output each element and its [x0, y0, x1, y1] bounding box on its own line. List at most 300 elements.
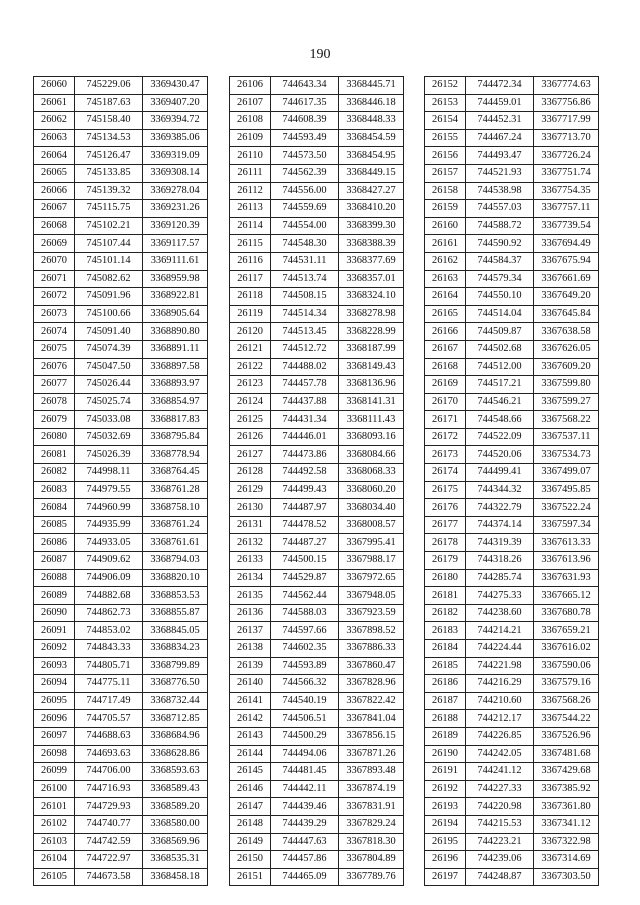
point-id-cell: 26111	[230, 164, 271, 182]
y-coordinate-cell: 3368593.63	[143, 763, 208, 781]
y-coordinate-cell: 3369430.47	[143, 77, 208, 95]
y-coordinate-cell: 3368449.15	[339, 164, 404, 182]
table-row	[34, 323, 208, 341]
point-id-cell: 26151	[230, 868, 271, 886]
point-id-cell: 26145	[230, 763, 271, 781]
point-id-cell: 26115	[230, 235, 271, 253]
x-coordinate-cell: 744467.24	[466, 129, 534, 147]
table-row	[34, 481, 208, 499]
y-coordinate-cell: 3368684.96	[143, 727, 208, 745]
point-id-cell: 26184	[425, 640, 466, 658]
table-row	[425, 780, 599, 798]
y-coordinate-cell: 3368761.28	[143, 481, 208, 499]
point-id-cell: 26135	[230, 587, 271, 605]
x-coordinate-cell: 744224.44	[466, 640, 534, 658]
point-id-cell: 26092	[34, 640, 75, 658]
table-row	[34, 534, 208, 552]
y-coordinate-cell: 3367829.24	[339, 815, 404, 833]
y-coordinate-cell: 3367804.89	[339, 851, 404, 869]
table-row	[425, 745, 599, 763]
table-row	[425, 305, 599, 323]
point-id-cell: 26113	[230, 200, 271, 218]
y-coordinate-cell: 3367613.96	[534, 552, 599, 570]
x-coordinate-cell: 744465.09	[271, 868, 339, 886]
point-id-cell: 26123	[230, 376, 271, 394]
table-row	[425, 587, 599, 605]
y-coordinate-cell: 3369407.20	[143, 94, 208, 112]
point-id-cell: 26180	[425, 569, 466, 587]
point-id-cell: 26104	[34, 851, 75, 869]
point-id-cell: 26109	[230, 129, 271, 147]
table-row	[230, 235, 404, 253]
x-coordinate-cell: 744212.17	[466, 710, 534, 728]
y-coordinate-cell: 3367988.17	[339, 552, 404, 570]
table-row	[230, 622, 404, 640]
x-coordinate-cell: 744538.98	[466, 182, 534, 200]
point-id-cell: 26144	[230, 745, 271, 763]
y-coordinate-cell: 3368795.84	[143, 428, 208, 446]
table-row	[34, 252, 208, 270]
y-coordinate-cell: 3367645.84	[534, 305, 599, 323]
x-coordinate-cell: 744275.33	[466, 587, 534, 605]
point-id-cell: 26106	[230, 77, 271, 95]
y-coordinate-cell: 3369111.61	[143, 252, 208, 270]
table-row	[34, 270, 208, 288]
table-row	[34, 833, 208, 851]
table-row	[34, 675, 208, 693]
y-coordinate-cell: 3367361.80	[534, 798, 599, 816]
x-coordinate-cell: 744500.15	[271, 552, 339, 570]
table-row	[230, 446, 404, 464]
table-row	[230, 763, 404, 781]
y-coordinate-cell: 3367739.54	[534, 217, 599, 235]
table-row	[230, 77, 404, 95]
table-row	[425, 217, 599, 235]
point-id-cell: 26075	[34, 340, 75, 358]
y-coordinate-cell: 3368628.86	[143, 745, 208, 763]
point-id-cell: 26183	[425, 622, 466, 640]
point-id-cell: 26084	[34, 499, 75, 517]
point-id-cell: 26102	[34, 815, 75, 833]
point-id-cell: 26114	[230, 217, 271, 235]
point-id-cell: 26126	[230, 428, 271, 446]
y-coordinate-cell: 3368446.18	[339, 94, 404, 112]
x-coordinate-cell: 745126.47	[75, 147, 143, 165]
y-coordinate-cell: 3367871.26	[339, 745, 404, 763]
x-coordinate-cell: 744729.93	[75, 798, 143, 816]
y-coordinate-cell: 3367831.91	[339, 798, 404, 816]
y-coordinate-cell: 3368060.20	[339, 481, 404, 499]
x-coordinate-cell: 744862.73	[75, 604, 143, 622]
point-id-cell: 26086	[34, 534, 75, 552]
x-coordinate-cell: 744487.27	[271, 534, 339, 552]
point-id-cell: 26137	[230, 622, 271, 640]
y-coordinate-cell: 3367597.34	[534, 516, 599, 534]
x-coordinate-cell: 744520.06	[466, 446, 534, 464]
table-row	[425, 657, 599, 675]
x-coordinate-cell: 744706.00	[75, 763, 143, 781]
table-row	[34, 164, 208, 182]
point-id-cell: 26063	[34, 129, 75, 147]
table-row	[230, 569, 404, 587]
table-row	[34, 217, 208, 235]
table-row	[425, 727, 599, 745]
x-coordinate-cell: 744216.29	[466, 675, 534, 693]
y-coordinate-cell: 3368111.43	[339, 411, 404, 429]
table-row	[425, 94, 599, 112]
table-row	[230, 305, 404, 323]
x-coordinate-cell: 744540.19	[271, 692, 339, 710]
x-coordinate-cell: 744514.04	[466, 305, 534, 323]
x-coordinate-cell: 744481.45	[271, 763, 339, 781]
point-id-cell: 26107	[230, 94, 271, 112]
y-coordinate-cell: 3367756.86	[534, 94, 599, 112]
table-row	[425, 464, 599, 482]
point-id-cell: 26134	[230, 569, 271, 587]
y-coordinate-cell: 3367599.80	[534, 376, 599, 394]
table-row	[230, 516, 404, 534]
point-id-cell: 26121	[230, 340, 271, 358]
table-row	[425, 270, 599, 288]
table-row	[34, 622, 208, 640]
y-coordinate-cell: 3368845.05	[143, 622, 208, 640]
y-coordinate-cell: 3367948.05	[339, 587, 404, 605]
y-coordinate-cell: 3367898.52	[339, 622, 404, 640]
point-id-cell: 26175	[425, 481, 466, 499]
point-id-cell: 26079	[34, 411, 75, 429]
point-id-cell: 26150	[230, 851, 271, 869]
x-coordinate-cell: 744775.11	[75, 675, 143, 693]
x-coordinate-cell: 745026.39	[75, 446, 143, 464]
x-coordinate-cell: 745047.50	[75, 358, 143, 376]
x-coordinate-cell: 745101.14	[75, 252, 143, 270]
x-coordinate-cell: 744322.79	[466, 499, 534, 517]
table-row	[425, 640, 599, 658]
table-row	[34, 780, 208, 798]
y-coordinate-cell: 3367638.58	[534, 323, 599, 341]
table-row	[34, 77, 208, 95]
table-row	[425, 428, 599, 446]
table-row	[230, 270, 404, 288]
x-coordinate-cell: 744221.98	[466, 657, 534, 675]
y-coordinate-cell: 3367631.93	[534, 569, 599, 587]
table-row	[230, 147, 404, 165]
point-id-cell: 26193	[425, 798, 466, 816]
point-id-cell: 26133	[230, 552, 271, 570]
point-id-cell: 26139	[230, 657, 271, 675]
table-row	[34, 235, 208, 253]
x-coordinate-cell: 744226.85	[466, 727, 534, 745]
x-coordinate-cell: 744478.52	[271, 516, 339, 534]
point-id-cell: 26071	[34, 270, 75, 288]
y-coordinate-cell: 3367751.74	[534, 164, 599, 182]
point-id-cell: 26181	[425, 587, 466, 605]
x-coordinate-cell: 744559.69	[271, 200, 339, 218]
point-id-cell: 26140	[230, 675, 271, 693]
y-coordinate-cell: 3367534.73	[534, 446, 599, 464]
y-coordinate-cell: 3368448.33	[339, 112, 404, 130]
y-coordinate-cell: 3367526.96	[534, 727, 599, 745]
y-coordinate-cell: 3368187.99	[339, 340, 404, 358]
point-id-cell: 26061	[34, 94, 75, 112]
x-coordinate-cell: 744452.31	[466, 112, 534, 130]
point-id-cell: 26097	[34, 727, 75, 745]
x-coordinate-cell: 744602.35	[271, 640, 339, 658]
x-coordinate-cell: 744935.99	[75, 516, 143, 534]
y-coordinate-cell: 3368761.24	[143, 516, 208, 534]
x-coordinate-cell: 745032.69	[75, 428, 143, 446]
y-coordinate-cell: 3368454.95	[339, 147, 404, 165]
y-coordinate-cell: 3369308.14	[143, 164, 208, 182]
x-coordinate-cell: 744843.33	[75, 640, 143, 658]
y-coordinate-cell: 3368799.89	[143, 657, 208, 675]
table-row	[34, 446, 208, 464]
y-coordinate-cell: 3368388.39	[339, 235, 404, 253]
x-coordinate-cell: 744522.09	[466, 428, 534, 446]
y-coordinate-cell: 3367385.92	[534, 780, 599, 798]
point-id-cell: 26196	[425, 851, 466, 869]
y-coordinate-cell: 3368778.94	[143, 446, 208, 464]
x-coordinate-cell: 744933.05	[75, 534, 143, 552]
table-row	[425, 569, 599, 587]
y-coordinate-cell: 3368834.23	[143, 640, 208, 658]
table-row	[425, 252, 599, 270]
y-coordinate-cell: 3367590.06	[534, 657, 599, 675]
y-coordinate-cell: 3368853.53	[143, 587, 208, 605]
point-id-cell: 26192	[425, 780, 466, 798]
x-coordinate-cell: 744214.21	[466, 622, 534, 640]
table-row	[34, 868, 208, 886]
table-row	[425, 868, 599, 886]
y-coordinate-cell: 3367675.94	[534, 252, 599, 270]
x-coordinate-cell: 744374.14	[466, 516, 534, 534]
x-coordinate-cell: 744238.60	[466, 604, 534, 622]
x-coordinate-cell: 744513.45	[271, 323, 339, 341]
point-id-cell: 26091	[34, 622, 75, 640]
y-coordinate-cell: 3367303.50	[534, 868, 599, 886]
point-id-cell: 26169	[425, 376, 466, 394]
table-row	[230, 323, 404, 341]
point-id-cell: 26188	[425, 710, 466, 728]
table-row	[425, 411, 599, 429]
point-id-cell: 26088	[34, 569, 75, 587]
x-coordinate-cell: 744562.39	[271, 164, 339, 182]
y-coordinate-cell: 3368764.45	[143, 464, 208, 482]
y-coordinate-cell: 3367568.22	[534, 411, 599, 429]
table-row	[230, 815, 404, 833]
point-id-cell: 26197	[425, 868, 466, 886]
point-id-cell: 26141	[230, 692, 271, 710]
x-coordinate-cell: 744241.12	[466, 763, 534, 781]
table-row	[34, 200, 208, 218]
y-coordinate-cell: 3368893.97	[143, 376, 208, 394]
point-id-cell: 26160	[425, 217, 466, 235]
table-row	[425, 534, 599, 552]
point-id-cell: 26099	[34, 763, 75, 781]
point-id-cell: 26087	[34, 552, 75, 570]
x-coordinate-cell: 744717.49	[75, 692, 143, 710]
x-coordinate-cell: 744319.39	[466, 534, 534, 552]
x-coordinate-cell: 744546.21	[466, 393, 534, 411]
point-id-cell: 26105	[34, 868, 75, 886]
y-coordinate-cell: 3368141.31	[339, 393, 404, 411]
table-row	[230, 217, 404, 235]
x-coordinate-cell: 744722.97	[75, 851, 143, 869]
point-id-cell: 26162	[425, 252, 466, 270]
point-id-cell: 26082	[34, 464, 75, 482]
y-coordinate-cell: 3368399.30	[339, 217, 404, 235]
point-id-cell: 26095	[34, 692, 75, 710]
table-row	[425, 323, 599, 341]
y-coordinate-cell: 3367616.02	[534, 640, 599, 658]
table-row	[230, 798, 404, 816]
point-id-cell: 26078	[34, 393, 75, 411]
point-id-cell: 26101	[34, 798, 75, 816]
y-coordinate-cell: 3368820.10	[143, 569, 208, 587]
table-row	[34, 340, 208, 358]
table-row	[34, 376, 208, 394]
x-coordinate-cell: 744285.74	[466, 569, 534, 587]
y-coordinate-cell: 3368922.81	[143, 288, 208, 306]
y-coordinate-cell: 3368454.59	[339, 129, 404, 147]
y-coordinate-cell: 3367713.70	[534, 129, 599, 147]
point-id-cell: 26191	[425, 763, 466, 781]
point-id-cell: 26190	[425, 745, 466, 763]
point-id-cell: 26170	[425, 393, 466, 411]
point-id-cell: 26129	[230, 481, 271, 499]
table-row	[34, 428, 208, 446]
y-coordinate-cell: 3368068.33	[339, 464, 404, 482]
y-coordinate-cell: 3368008.57	[339, 516, 404, 534]
x-coordinate-cell: 744608.39	[271, 112, 339, 130]
y-coordinate-cell: 3367626.05	[534, 340, 599, 358]
point-id-cell: 26148	[230, 815, 271, 833]
y-coordinate-cell: 3367481.68	[534, 745, 599, 763]
table-row	[34, 763, 208, 781]
x-coordinate-cell: 744906.09	[75, 569, 143, 587]
table-row	[425, 499, 599, 517]
point-id-cell: 26173	[425, 446, 466, 464]
point-id-cell: 26090	[34, 604, 75, 622]
y-coordinate-cell: 3368959.98	[143, 270, 208, 288]
point-id-cell: 26128	[230, 464, 271, 482]
x-coordinate-cell: 744531.11	[271, 252, 339, 270]
table-row	[34, 587, 208, 605]
point-id-cell: 26083	[34, 481, 75, 499]
point-id-cell: 26124	[230, 393, 271, 411]
table-row	[230, 340, 404, 358]
point-id-cell: 26154	[425, 112, 466, 130]
x-coordinate-cell: 744529.87	[271, 569, 339, 587]
point-id-cell: 26069	[34, 235, 75, 253]
x-coordinate-cell: 744488.02	[271, 358, 339, 376]
x-coordinate-cell: 745107.44	[75, 235, 143, 253]
x-coordinate-cell: 745133.85	[75, 164, 143, 182]
y-coordinate-cell: 3367314.69	[534, 851, 599, 869]
point-id-cell: 26187	[425, 692, 466, 710]
x-coordinate-cell: 744688.63	[75, 727, 143, 745]
point-id-cell: 26138	[230, 640, 271, 658]
point-id-cell: 26077	[34, 376, 75, 394]
point-id-cell: 26168	[425, 358, 466, 376]
table-row	[425, 622, 599, 640]
x-coordinate-cell: 744227.33	[466, 780, 534, 798]
table-row	[230, 481, 404, 499]
point-id-cell: 26153	[425, 94, 466, 112]
point-id-cell: 26157	[425, 164, 466, 182]
x-coordinate-cell: 744597.66	[271, 622, 339, 640]
table-row	[230, 428, 404, 446]
x-coordinate-cell: 744473.86	[271, 446, 339, 464]
y-coordinate-cell: 3367886.33	[339, 640, 404, 658]
point-id-cell: 26068	[34, 217, 75, 235]
x-coordinate-cell: 745134.53	[75, 129, 143, 147]
x-coordinate-cell: 744517.21	[466, 376, 534, 394]
y-coordinate-cell: 3369385.06	[143, 129, 208, 147]
y-coordinate-cell: 3367972.65	[339, 569, 404, 587]
y-coordinate-cell: 3367568.26	[534, 692, 599, 710]
y-coordinate-cell: 3368149.43	[339, 358, 404, 376]
point-id-cell: 26177	[425, 516, 466, 534]
point-id-cell: 26120	[230, 323, 271, 341]
table-row	[425, 147, 599, 165]
point-id-cell: 26080	[34, 428, 75, 446]
table-row	[34, 798, 208, 816]
x-coordinate-cell: 745033.08	[75, 411, 143, 429]
x-coordinate-cell: 744705.57	[75, 710, 143, 728]
y-coordinate-cell: 3367757.11	[534, 200, 599, 218]
x-coordinate-cell: 744514.34	[271, 305, 339, 323]
y-coordinate-cell: 3367893.48	[339, 763, 404, 781]
y-coordinate-cell: 3368324.10	[339, 288, 404, 306]
point-id-cell: 26089	[34, 587, 75, 605]
y-coordinate-cell: 3367649.20	[534, 288, 599, 306]
point-id-cell: 26073	[34, 305, 75, 323]
table-row	[230, 393, 404, 411]
table-row	[230, 710, 404, 728]
y-coordinate-cell: 3367579.16	[534, 675, 599, 693]
y-coordinate-cell: 3367828.96	[339, 675, 404, 693]
point-id-cell: 26164	[425, 288, 466, 306]
table-row	[34, 305, 208, 323]
point-id-cell: 26117	[230, 270, 271, 288]
x-coordinate-cell: 744550.10	[466, 288, 534, 306]
y-coordinate-cell: 3367717.99	[534, 112, 599, 130]
y-coordinate-cell: 3368761.61	[143, 534, 208, 552]
x-coordinate-cell: 744673.58	[75, 868, 143, 886]
y-coordinate-cell: 3368905.64	[143, 305, 208, 323]
y-coordinate-cell: 3367613.33	[534, 534, 599, 552]
point-id-cell: 26132	[230, 534, 271, 552]
point-id-cell: 26103	[34, 833, 75, 851]
x-coordinate-cell: 744215.53	[466, 815, 534, 833]
table-row	[425, 129, 599, 147]
x-coordinate-cell: 744223.21	[466, 833, 534, 851]
x-coordinate-cell: 744805.71	[75, 657, 143, 675]
x-coordinate-cell: 745158.40	[75, 112, 143, 130]
x-coordinate-cell: 745115.75	[75, 200, 143, 218]
x-coordinate-cell: 745082.62	[75, 270, 143, 288]
point-id-cell: 26159	[425, 200, 466, 218]
y-coordinate-cell: 3367429.68	[534, 763, 599, 781]
coordinate-table-3	[424, 76, 599, 886]
y-coordinate-cell: 3367694.49	[534, 235, 599, 253]
point-id-cell: 26178	[425, 534, 466, 552]
x-coordinate-cell: 744318.26	[466, 552, 534, 570]
point-id-cell: 26152	[425, 77, 466, 95]
point-id-cell: 26060	[34, 77, 75, 95]
table-row	[425, 481, 599, 499]
